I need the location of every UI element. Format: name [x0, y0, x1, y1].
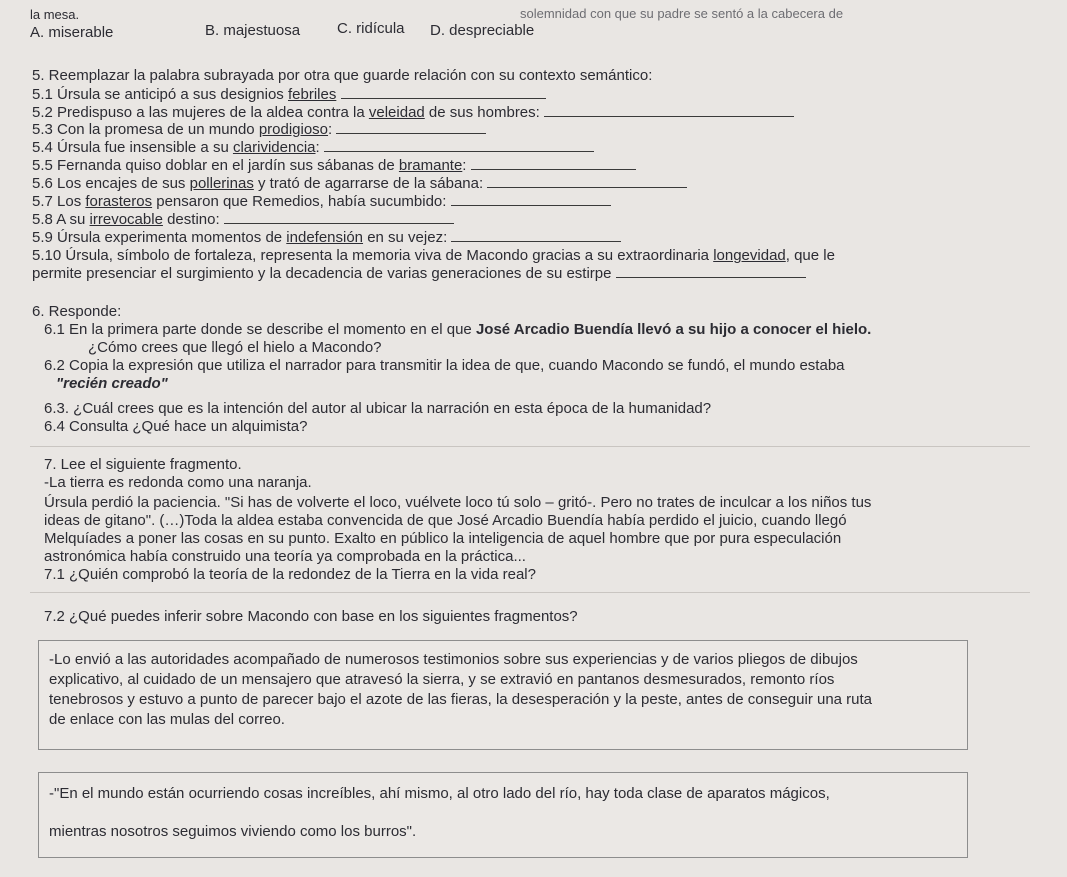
answer-blank[interactable] [544, 104, 794, 117]
item-5-2-text-end: de sus hombres: [424, 104, 540, 121]
question-7-2: 7.2 ¿Qué puedes inferir sobre Macondo con base en los siguientes fragmentos? [44, 608, 578, 625]
answer-blank[interactable] [616, 265, 806, 278]
question-6-1-line1 [44, 321, 871, 339]
answer-blank[interactable] [451, 229, 621, 242]
section7-para-line1: Úrsula perdió la paciencia. "Si has de volverte el loco, vuélvete loco tú solo – gritó-. Pero no trates de inculcar a los niños tus [44, 494, 872, 511]
fragment2-line2: mientras nosotros seguimos viviendo como los burros". [49, 823, 417, 840]
item-5-1-word: febriles [287, 86, 337, 103]
question-6-2-line2: "recién creado" [56, 375, 168, 392]
item-5-6-text-end: y trató de agarrarse de la sábana: [253, 175, 484, 192]
question-6-4: 6.4 Consulta ¿Qué hace un alquimista? [44, 418, 308, 435]
answer-blank[interactable] [324, 139, 594, 152]
partial-question-end: la mesa. [30, 7, 80, 22]
item-5-4-word: clarividencia [232, 139, 316, 156]
answer-blank[interactable] [341, 86, 546, 99]
item-5-3-text: 5.3 Con la promesa de un mundo [32, 121, 259, 138]
item-5-5-word: bramante [398, 157, 463, 174]
question-6-3: 6.3. ¿Cuál crees que es la intención del autor al ubicar la narración en esta época de la humanidad? [44, 400, 712, 417]
question-6-2-line1: 6.2 Copia la expresión que utiliza el narrador para transmitir la idea de que, cuando Macondo se fundó, el mundo estaba [44, 357, 845, 374]
option-a: A. miserable [30, 24, 114, 41]
fragment-box-2 [38, 772, 968, 858]
item-5-7-text: 5.7 Los [32, 193, 86, 210]
answer-blank[interactable] [224, 211, 454, 224]
question-6-1-line2: ¿Cómo crees que llegó el hielo a Macondo? [88, 339, 382, 356]
item-5-2-text: 5.2 Predispuso a las mujeres de la aldea contra la [32, 104, 369, 121]
fragment1-line2: explicativo, al cuidado de un mensajero que atravesó la sierra, y se extravió en pantanos desmesurados, remonto ríos [49, 671, 835, 688]
item-5-9-text-end: en su vejez: [363, 229, 448, 246]
item-5-4-text: 5.4 Úrsula fue insensible a su [32, 139, 233, 156]
item-5-10-text: 5.10 Úrsula, símbolo de fortaleza, representa la memoria viva de Macondo gracias a su extraordinaria [32, 247, 714, 264]
item-5-8 [32, 211, 454, 229]
item-5-10-word: longevidad [713, 247, 786, 264]
item-5-4-text-end: : [315, 139, 320, 156]
question-6-1-text: 6.1 En la primera parte donde se describe el momento en el que [44, 321, 476, 338]
answer-blank[interactable] [336, 121, 486, 134]
answer-blank[interactable] [451, 193, 611, 206]
section7-heading: 7. Lee el siguiente fragmento. [44, 456, 242, 473]
item-5-10-text-end: , que le [785, 247, 835, 264]
answer-blank[interactable] [471, 157, 636, 170]
item-5-5-text-end: : [462, 157, 467, 174]
item-5-10-line1 [32, 247, 835, 265]
section7-para-line2: ideas de gitano". (…)Toda la aldea estaba convencida de que José Arcadio Buendía había perdido el juicio, cuando llegó [44, 512, 847, 529]
item-5-5 [32, 157, 636, 175]
option-c: C. ridícula [337, 20, 405, 37]
item-5-1-text: 5.1 Úrsula se anticipó a sus designios [32, 86, 288, 103]
fragment-box-1 [38, 640, 968, 750]
item-5-9 [32, 229, 621, 247]
item-5-9-text: 5.9 Úrsula experimenta momentos de [32, 229, 287, 246]
item-5-8-word: irrevocable [89, 211, 163, 228]
item-5-7-text-end: pensaron que Remedios, había sucumbido: [152, 193, 447, 210]
fragment2-line1: -"En el mundo están ocurriendo cosas increíbles, ahí mismo, al otro lado del río, hay toda clase de aparatos mágicos, [49, 785, 830, 802]
item-5-10-text-line2: permite presenciar el surgimiento y la decadencia de varias generaciones de su estirpe [32, 265, 612, 282]
item-5-8-text-end: destino: [162, 211, 220, 228]
item-5-6-word: pollerinas [189, 175, 254, 192]
item-5-9-word: indefensión [286, 229, 364, 246]
item-5-8-text: 5.8 A su [32, 211, 90, 228]
item-5-1 [32, 86, 546, 104]
faded-header-text: solemnidad con que su padre se sentó a la cabecera de [520, 6, 844, 21]
fragment1-line1: -Lo envió a las autoridades acompañado de numerosos testimonios sobre sus experiencias y de varios pliegos de dibujos [49, 651, 858, 668]
section6-heading: 6. Responde: [32, 303, 122, 320]
item-5-3-word: prodigioso [258, 121, 329, 138]
divider [30, 446, 1030, 447]
option-d: D. despreciable [430, 22, 535, 39]
item-5-5-text: 5.5 Fernanda quiso doblar en el jardín sus sábanas de [32, 157, 399, 174]
divider [30, 592, 1030, 593]
question-7-1: 7.1 ¿Quién comprobó la teoría de la redondez de la Tierra en la vida real? [44, 566, 536, 583]
fragment1-line3: tenebrosos y estuvo a punto de parecer bajo el azote de las fieras, la desesperación y la peste, antes de conseguir una ruta [49, 691, 873, 708]
answer-blank[interactable] [487, 175, 687, 188]
item-5-6 [32, 175, 687, 193]
item-5-6-text: 5.6 Los encajes de sus [32, 175, 190, 192]
item-5-3-text-end: : [328, 121, 333, 138]
item-5-7 [32, 193, 611, 211]
fragment1-line4: de enlace con las mulas del correo. [49, 711, 285, 728]
section5-heading: 5. Reemplazar la palabra subrayada por otra que guarde relación con su contexto semántico: [32, 67, 653, 84]
item-5-2-word: veleidad [368, 104, 425, 121]
item-5-3 [32, 121, 486, 139]
item-5-4 [32, 139, 594, 157]
question-6-1-bold: José Arcadio Buendía llevó a su hijo a conocer el hielo. [475, 321, 872, 338]
item-5-10-line2 [32, 265, 806, 283]
section7-para-line4: astronómica había construido una teoría ya comprobada en la práctica... [44, 548, 526, 565]
item-5-7-word: forasteros [85, 193, 153, 210]
section7-quote: -La tierra es redonda como una naranja. [44, 474, 312, 491]
option-b: B. majestuosa [205, 22, 301, 39]
item-5-2 [32, 104, 794, 122]
section7-para-line3: Melquíades a poner las cosas en su punto. Exalto en público la inteligencia de aquel hombre que por pura especulación [44, 530, 842, 547]
